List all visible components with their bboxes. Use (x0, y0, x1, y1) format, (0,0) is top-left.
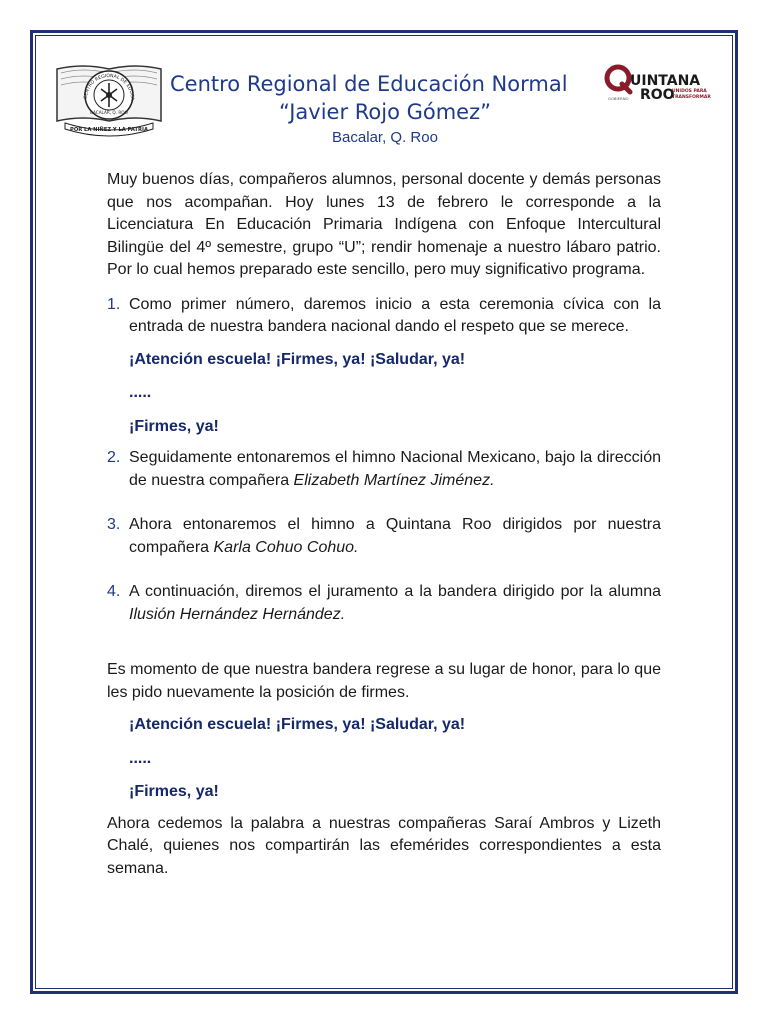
command-firm: ¡Firmes, ya! (129, 417, 219, 435)
item-text: Seguidamente entonaremos el himno Nacional Mexicano, bajo la dirección de nuestra compañera (129, 449, 661, 489)
brand-uintana: UINTANA (630, 73, 701, 89)
brand-tag1: UNIDOS PARA (672, 89, 707, 94)
item-person-name: Elizabeth Martínez Jiménez. (293, 471, 495, 489)
quintana-roo-logo (604, 64, 714, 104)
command-dots: ..... (129, 384, 152, 401)
brand-roo: ROO (640, 87, 675, 103)
item-person-name: Ilusión Hernández Hernández. (129, 605, 346, 623)
institution-name: “Javier Rojo Gómez” (278, 100, 492, 124)
item-number: 2. (107, 449, 121, 466)
brand-tag2: TRANSFORMAR (672, 95, 711, 100)
item-person-name: Karla Cohuo Cohuo. (213, 538, 359, 556)
brand-small: GOBIERNO (608, 96, 629, 101)
command-attention: ¡Atención escuela! ¡Firmes, ya! ¡Saludar, ya! (129, 716, 466, 733)
intro-paragraph: Muy buenos días, compañeros alumnos, personal docente y demás personas que nos acompañan. Hoy lunes 13 de febrero le corresponde a la Licenciatura En Educación Primaria Indígena con Enfoque Intercultural Bilingüe del 4º semestre, grupo “U”; rendir homenaje a nuestro lábaro patrio. Por lo cual hemos preparado este sencillo, pero muy significativo programa. (107, 171, 661, 278)
command-dots: ..... (129, 749, 152, 767)
program-item-4 (107, 581, 661, 626)
institution-location: Bacalar, Q. Roo (332, 129, 438, 146)
item-number: 1. (107, 295, 121, 313)
flag-return-paragraph: Es momento de que nuestra bandera regrese a su lugar de honor, para lo que les pido nuevamente la posición de firmes. (107, 661, 661, 701)
program-item-2 (107, 447, 661, 492)
seal-arc-text: CENTRO REGIONAL DE EDUCA (83, 73, 135, 101)
item-text: Como primer número, daremos inicio a esta ceremonia cívica con la entrada de nuestra bandera nacional dando el respeto que se merece. (129, 295, 661, 335)
item-text: A continuación, diremos el juramento a la bandera dirigido por la alumna (129, 583, 661, 600)
school-seal-logo (55, 57, 163, 139)
command-firm: ¡Firmes, ya! (129, 783, 219, 800)
seal-motto-text: POR LA NIÑEZ Y LA PATRIA (70, 127, 148, 133)
document-body (107, 169, 661, 880)
program-item-1 (107, 294, 661, 339)
institution-title: Centro Regional de Educación Normal (170, 72, 568, 96)
seal-inner-text: BACALAR, Q. ROO (90, 110, 128, 115)
item-text: Ahora entonaremos el himno a Quintana Roo dirigidos por nuestra compañera (129, 516, 661, 556)
item-number: 3. (107, 516, 121, 533)
closing-paragraph: Ahora cedemos la palabra a nuestras compañeras Saraí Ambros y Lizeth Chalé, quienes nos compartirán las efemérides correspondientes a esta semana. (107, 814, 661, 877)
item-number: 4. (107, 583, 121, 600)
command-attention: ¡Atención escuela! ¡Firmes, ya! ¡Saludar, ya! (129, 350, 466, 368)
program-item-3 (107, 514, 661, 559)
